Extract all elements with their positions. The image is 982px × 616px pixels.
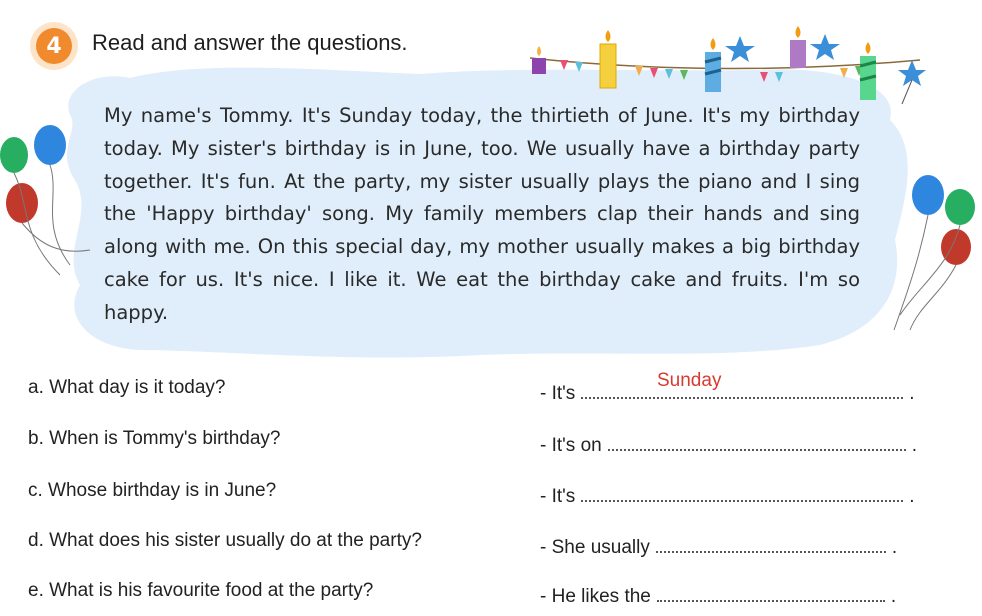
answer-prompt-d: - She usually: [540, 537, 650, 558]
answer-prompt-b: - It's on: [540, 435, 602, 456]
balloon-icon: [0, 115, 110, 285]
answer-end-b: .: [911, 435, 917, 456]
candle-icon: [532, 46, 546, 74]
answer-prompt-a: - It's: [540, 383, 576, 404]
answer-text-a: Sunday: [657, 370, 722, 391]
star-icon: [810, 34, 840, 60]
exercise-heading: Read and answer the questions.: [92, 30, 408, 55]
candle-icon: [790, 26, 806, 68]
exercise-number-badge: [30, 22, 78, 70]
birthday-bunting-icon: [520, 18, 940, 108]
reading-passage: My name's Tommy. It's Sunday today, the thirtieth of June. It's my birthday today. My sister's birthday is in June, too. We usually have a birthday party together. It's fun. At the party, my sister usually plays the piano and I sing the 'Happy birthday' song. My family members clap their hands and sing along with me. On this special day, my mother usually makes a big birthday cake for us. It's nice. I like it. We eat the birthday cake and fruits. I'm so happy.: [104, 104, 860, 324]
exercise-number: 4: [36, 28, 72, 64]
answer-line-d: [540, 535, 897, 559]
answer-blank-c[interactable]: [581, 484, 903, 502]
answer-prompt-e: - He likes the: [540, 586, 651, 607]
candle-icon: [600, 30, 616, 88]
answer-line-e: [540, 584, 896, 608]
answer-blank-b[interactable]: [608, 433, 906, 451]
question-a: a. What day is it today?: [28, 377, 226, 398]
star-icon: [898, 60, 926, 104]
question-b: b. When is Tommy's birthday?: [28, 428, 281, 449]
balloon-icon: [880, 165, 982, 335]
candle-icon: [705, 38, 721, 92]
answer-blank-e[interactable]: [657, 584, 885, 602]
answer-line-a: [540, 381, 915, 405]
answer-end-e: .: [890, 586, 897, 607]
answer-end-a: .: [909, 383, 915, 404]
question-d: d. What does his sister usually do at the party?: [28, 530, 422, 551]
star-icon: [725, 36, 755, 62]
answer-end-d: .: [891, 537, 898, 558]
answer-line-c: [540, 484, 915, 508]
answer-prompt-c: - It's: [540, 486, 576, 507]
question-c: c. Whose birthday is in June?: [28, 480, 277, 501]
question-e: e. What is his favourite food at the party?: [28, 580, 374, 601]
answer-blank-d[interactable]: [656, 535, 886, 553]
candle-icon: [860, 42, 876, 100]
answer-blank-a[interactable]: [581, 381, 903, 399]
answer-line-b: [540, 433, 917, 457]
answer-end-c: .: [909, 486, 915, 507]
